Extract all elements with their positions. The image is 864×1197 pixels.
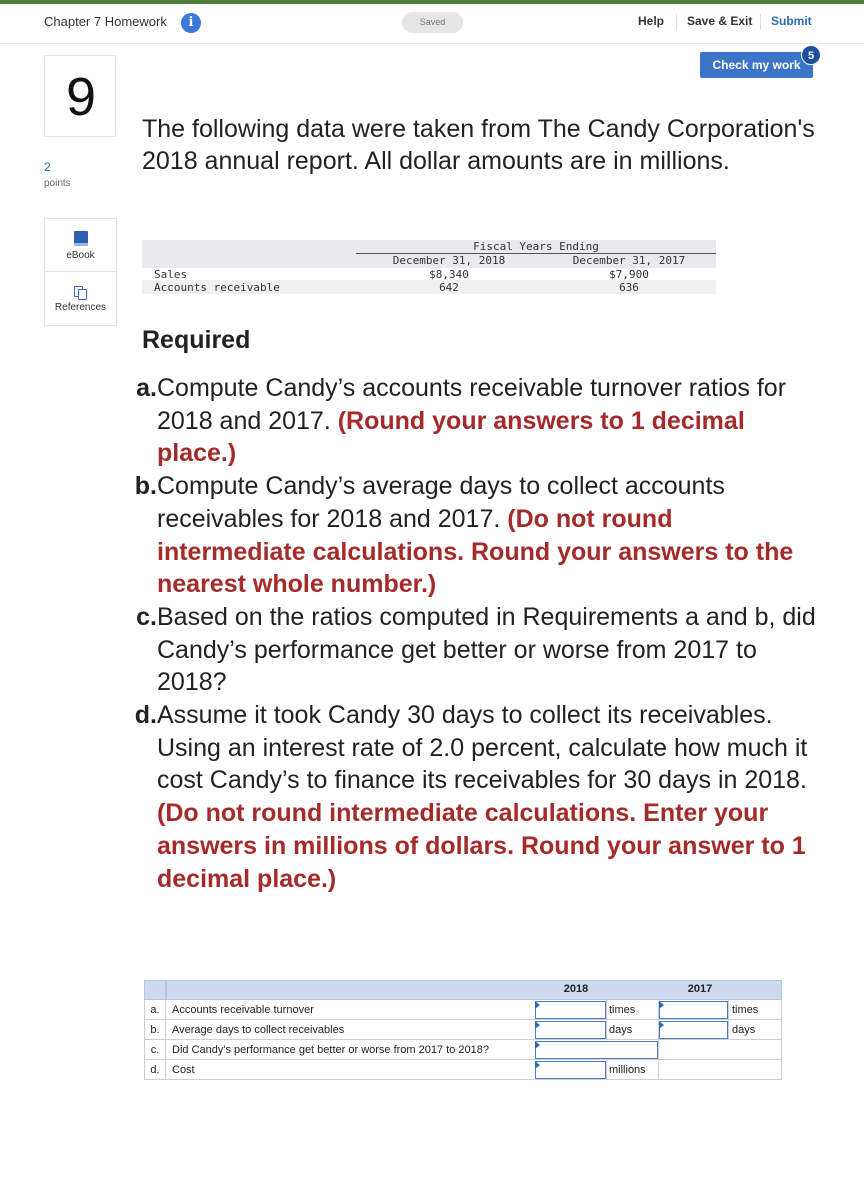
table-row — [144, 1000, 782, 1020]
requirement-letter: b. — [134, 472, 157, 501]
points-value: 2 — [44, 160, 51, 174]
financial-data-table — [142, 240, 716, 294]
row-letter: a. — [144, 1000, 166, 1020]
unit-label: days — [732, 1024, 756, 1036]
submit-link[interactable]: Submit — [771, 14, 812, 28]
requirements-list — [130, 372, 820, 895]
ebook-icon — [74, 231, 88, 246]
cost-2018-input[interactable] — [535, 1061, 606, 1079]
question-number-box — [44, 55, 116, 137]
header-divider — [760, 14, 761, 30]
unit-label: times — [732, 1004, 759, 1016]
requirement-note: (Do not round intermediate calculations. Round your answers to the nearest whole number.) — [157, 504, 794, 599]
requirement-letter: d. — [134, 701, 157, 730]
row-label-accounts-receivable: Accounts receivable — [154, 281, 280, 294]
requirement-item — [130, 470, 820, 601]
question-intro: The following data were taken from The Candy Corporation's 2018 annual report. All dollar amounts are in millions. — [142, 115, 815, 175]
row-label: Accounts receivable turnover — [172, 1004, 314, 1016]
unit-label: times — [609, 1004, 636, 1016]
answer-table — [144, 980, 782, 1082]
saved-status: Saved — [402, 12, 463, 33]
row-label: Average days to collect receivables — [172, 1024, 345, 1036]
requirement-text: Compute Candy’s average days to collect accounts receivables for 2018 and 2017. — [157, 472, 725, 533]
requirement-text: Assume it took Candy 30 days to collect its receivables. Using an interest rate of 2.0 percent, calculate how much it cost Candy’s to finance its receivables for 30 days in 2018. — [157, 701, 808, 795]
points-label: points — [44, 178, 71, 189]
year-header-2018: 2018 — [563, 983, 589, 995]
year-header-2017: 2017 — [687, 983, 713, 995]
turnover-2018-input[interactable] — [535, 1001, 606, 1019]
requirement-letter: c. — [136, 602, 157, 631]
row-label: Cost — [172, 1064, 195, 1076]
table-row — [144, 1040, 782, 1060]
receivable-2017: 636 — [619, 281, 639, 294]
help-link[interactable]: Help — [638, 14, 665, 28]
row-letter: c. — [144, 1040, 166, 1060]
info-icon[interactable]: i — [181, 13, 201, 33]
ebook-button[interactable] — [45, 219, 116, 272]
tools-panel — [44, 218, 117, 326]
sales-2018: $8,340 — [429, 268, 469, 281]
row-letter: d. — [144, 1060, 166, 1080]
requirement-note: (Round your answers to 1 decimal place.) — [157, 406, 745, 468]
check-count-badge: 5 — [801, 45, 821, 65]
references-label: References — [54, 302, 107, 313]
table-row — [144, 1020, 782, 1040]
days-2018-input[interactable] — [535, 1021, 606, 1039]
requirement-note: (Do not round intermediate calculations. Enter your answers in millions of dollars. Round your answer to 1 decimal place.) — [157, 799, 806, 893]
requirement-item — [130, 601, 820, 699]
row-letter: b. — [144, 1020, 166, 1040]
turnover-2017-input[interactable] — [659, 1001, 728, 1019]
references-icon — [74, 286, 87, 300]
column-header-2018: December 31, 2018 — [392, 254, 506, 267]
requirement-text: Compute Candy’s accounts receivable turnover ratios for 2018 and 2017. — [157, 374, 787, 435]
assignment-title: Chapter 7 Homework — [44, 14, 167, 29]
references-button[interactable] — [45, 272, 116, 325]
requirement-item — [130, 699, 820, 895]
required-heading: Required — [142, 326, 251, 354]
sales-2017: $7,900 — [609, 268, 649, 281]
days-2017-input[interactable] — [659, 1021, 728, 1039]
requirement-letter: a. — [136, 374, 157, 402]
row-label: Did Candy's performance get better or worse from 2017 to 2018? — [172, 1044, 489, 1056]
question-number: 9 — [65, 67, 97, 127]
unit-label: millions — [609, 1064, 646, 1076]
header-bar — [0, 4, 864, 44]
row-label-sales: Sales — [154, 268, 188, 281]
unit-label: days — [609, 1024, 633, 1036]
check-my-work-button[interactable]: Check my work — [700, 52, 813, 78]
save-exit-link[interactable]: Save & Exit — [687, 14, 753, 28]
receivable-2018: 642 — [439, 281, 459, 294]
performance-dropdown[interactable] — [535, 1041, 658, 1059]
ebook-label: eBook — [66, 250, 95, 261]
fiscal-years-header: Fiscal Years Ending — [473, 240, 599, 253]
table-row — [144, 1060, 782, 1080]
requirement-item — [130, 372, 820, 470]
requirement-text: Based on the ratios computed in Requirements a and b, did Candy’s performance get better or worse from 2017 to 2018? — [157, 602, 816, 697]
header-divider — [676, 14, 677, 30]
column-header-2017: December 31, 2017 — [572, 254, 686, 267]
